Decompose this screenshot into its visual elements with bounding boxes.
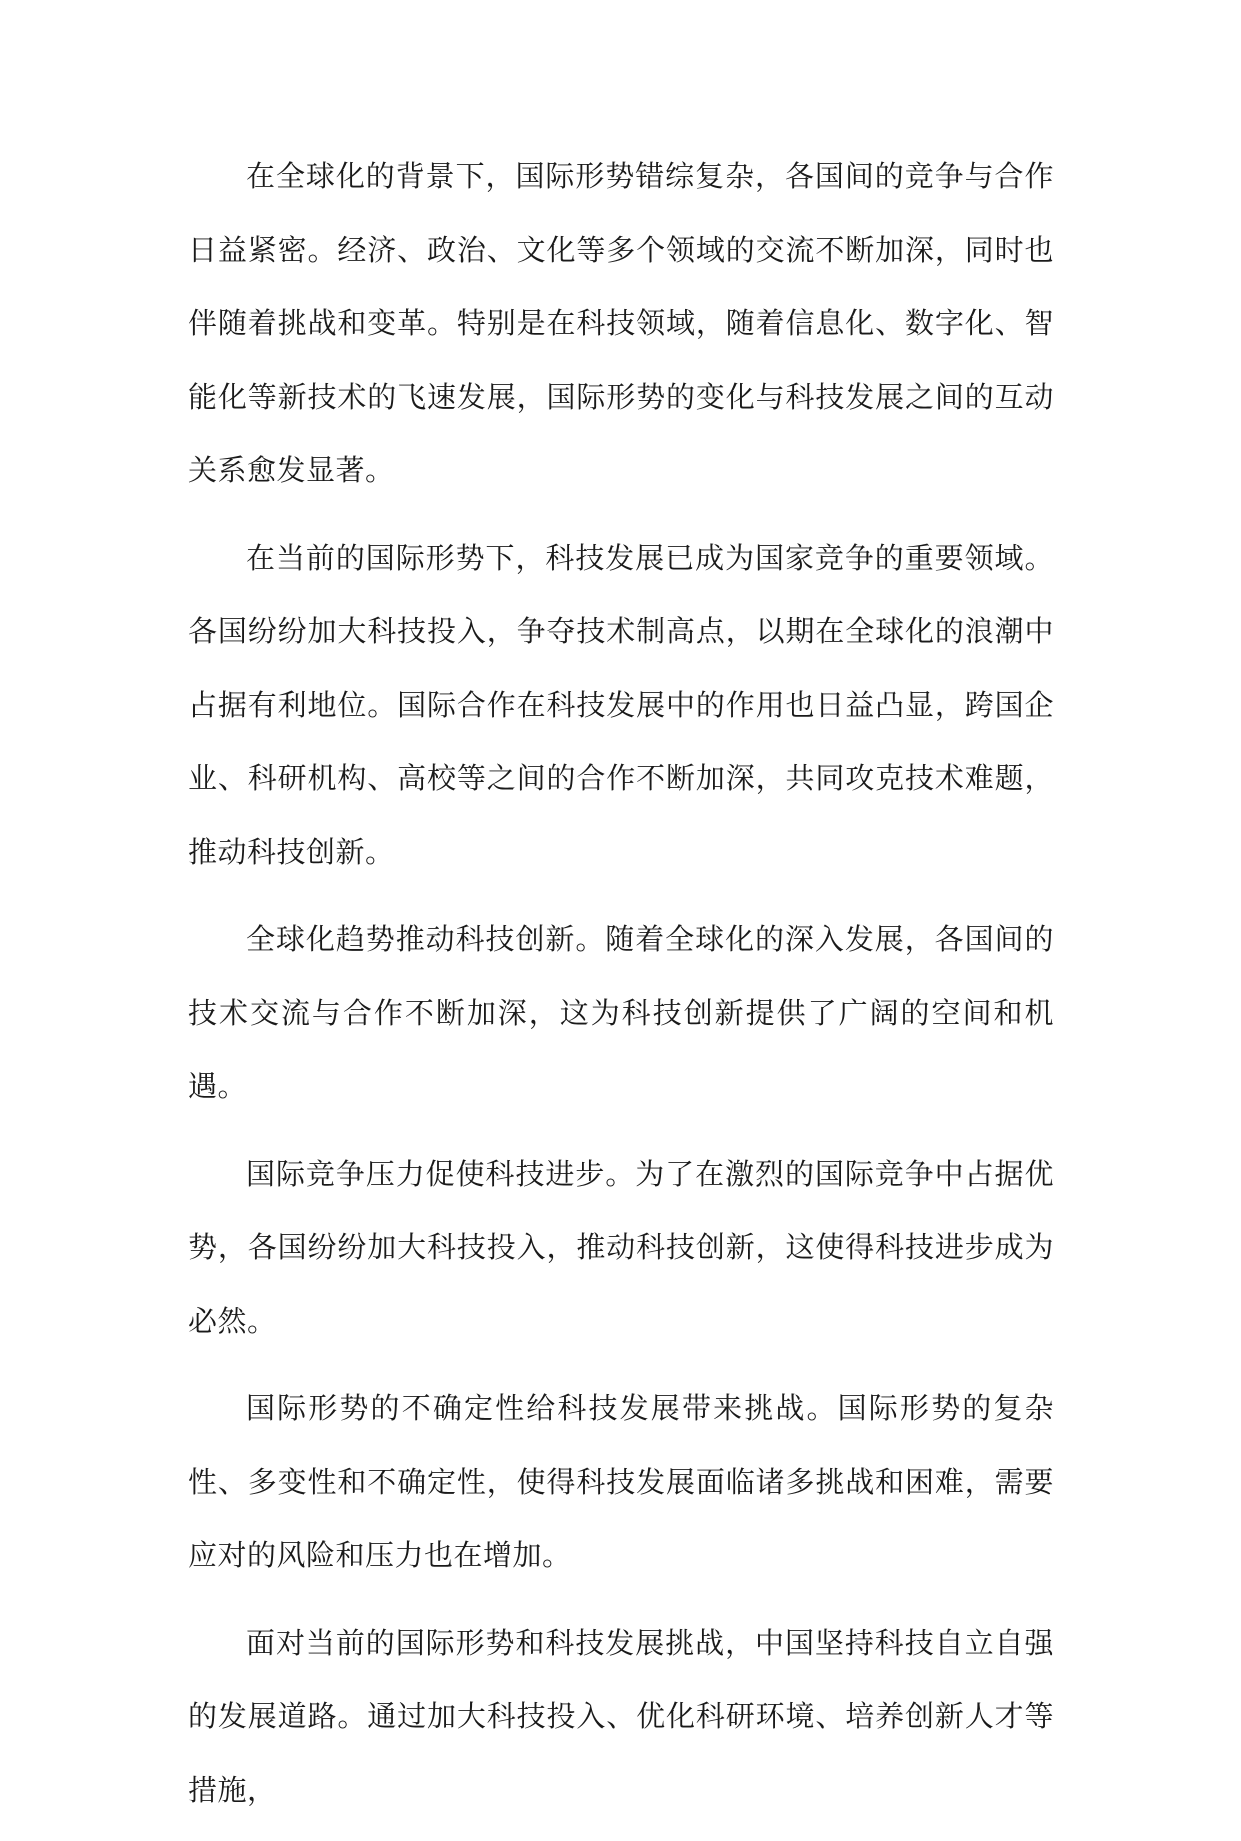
paragraph-1: 在全球化的背景下，国际形势错综复杂，各国间的竞争与合作日益紧密。经济、政治、文化等多个领域的交流不断加深，同时也伴随着挑战和变革。特别是在科技领域，随着信息化、数字化、智能化等新技术的飞速发展，国际形势的变化与科技发展之间的互动关系愈发显著。 xyxy=(188,159,1054,487)
paragraph-2: 在当前的国际形势下，科技发展已成为国家竞争的重要领域。各国纷纷加大科技投入，争夺技术制高点，以期在全球化的浪潮中占据有利地位。国际合作在科技发展中的作用也日益凸显，跨国企业、科研机构、高校等之间的合作不断加深，共同攻克技术难题，推动科技创新。 xyxy=(188,540,1054,869)
document-body xyxy=(188,140,1054,1841)
paragraph-5: 国际形势的不确定性给科技发展带来挑战。国际形势的复杂性、多变性和不确定性，使得科技发展面临诸多挑战和困难，需要应对的风险和压力也在增加。 xyxy=(188,1391,1054,1572)
paragraph-3: 全球化趋势推动科技创新。随着全球化的深入发展，各国间的技术交流与合作不断加深，这为科技创新提供了广阔的空间和机遇。 xyxy=(188,922,1054,1103)
paragraph-4: 国际竞争压力促使科技进步。为了在激烈的国际竞争中占据优势，各国纷纷加大科技投入，推动科技创新，这使得科技进步成为必然。 xyxy=(188,1156,1054,1338)
paragraph-6: 面对当前的国际形势和科技发展挑战，中国坚持科技自立自强的发展道路。通过加大科技投入、优化科研环境、培养创新人才等措施， xyxy=(188,1625,1054,1807)
